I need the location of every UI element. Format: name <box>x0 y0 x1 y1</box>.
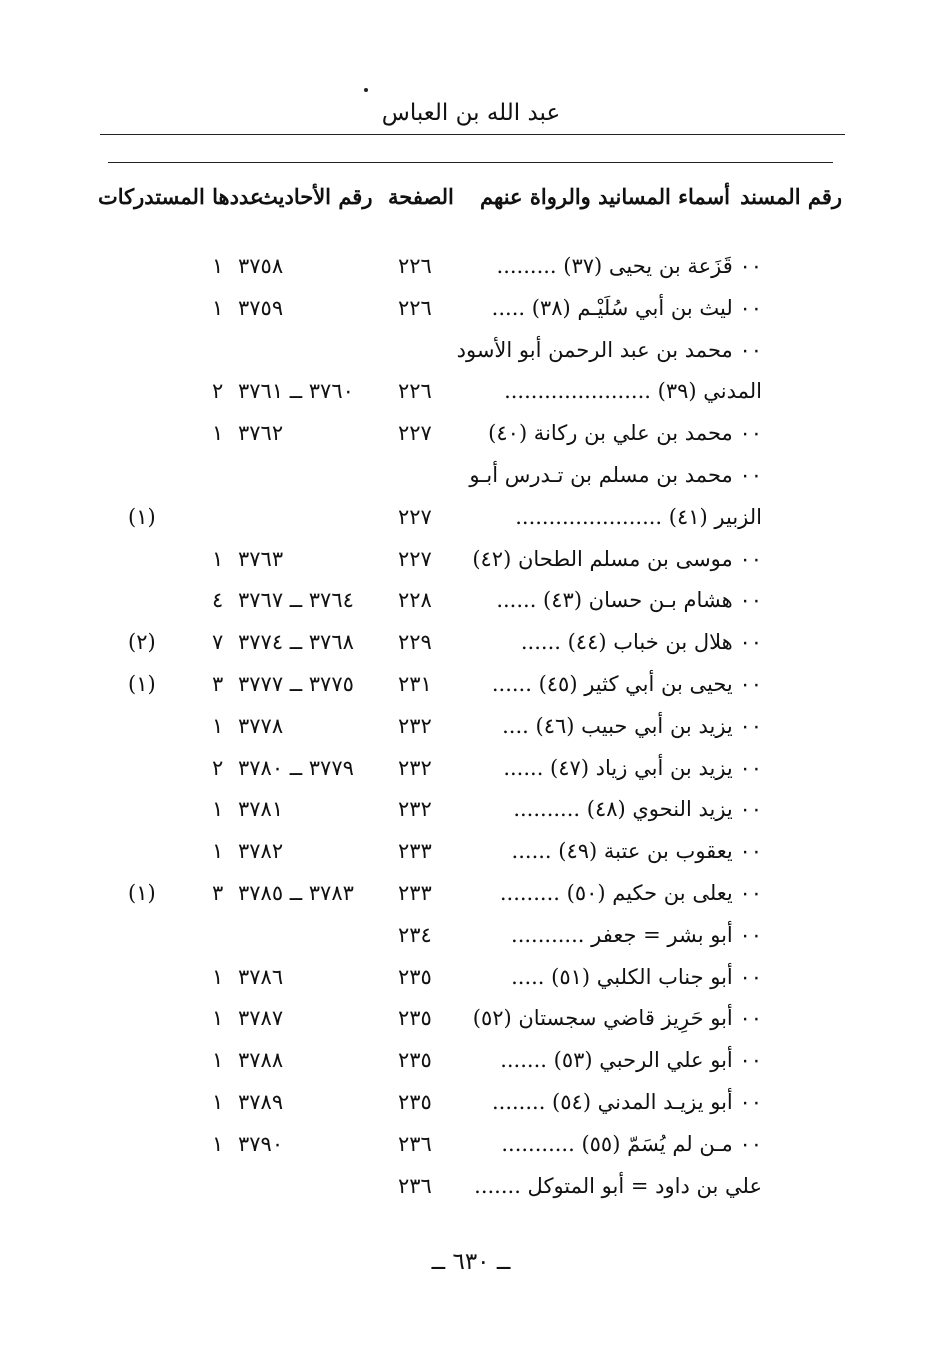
page-cell: ٢٣٦ <box>398 1131 432 1156</box>
page-cell: ٢٣٢ <box>398 713 432 738</box>
table-row <box>0 1048 942 1090</box>
table-row <box>0 296 942 338</box>
narrator-name-cell: ٠٠ ليث بن أبي سُلَيْـم (٣٨) ..... <box>491 295 762 320</box>
hadith-numbers-cell: ٣٧٧٩ ــ ٣٧٨٠ <box>238 755 354 780</box>
hadith-numbers-cell: ٣٧٦٠ ــ ٣٧٦١ <box>238 379 354 404</box>
table-row <box>0 1006 942 1048</box>
table-row <box>0 797 942 839</box>
column-header-page: الصفحة <box>388 184 454 209</box>
narrator-name-cell: ٠٠ أبو حَرِيز قاضي سجستان (٥٢) <box>472 1006 762 1031</box>
hadith-numbers-cell: ٣٧٦٣ <box>238 546 284 571</box>
hadith-numbers-cell: ٣٧٨٣ ــ ٣٧٨٥ <box>238 881 354 905</box>
hadith-numbers-cell: ٣٧٨٨ <box>238 1048 284 1073</box>
table-row <box>0 881 942 923</box>
page-cell: ٢٣٣ <box>398 839 432 864</box>
table-row <box>0 1090 942 1132</box>
table-row <box>0 463 942 505</box>
table-row <box>0 714 942 756</box>
ink-speck <box>364 88 368 92</box>
page-cell: ٢٣٤ <box>398 922 432 947</box>
count-cell: ١ <box>212 1006 224 1031</box>
narrator-name-cell: ٠٠ يزيد النحوي (٤٨) .......... <box>513 797 762 822</box>
count-cell: ١ <box>212 546 224 571</box>
count-cell: ١ <box>212 964 224 989</box>
hadith-numbers-cell: ٣٧٦٢ <box>238 421 284 446</box>
table-row <box>0 672 942 714</box>
count-cell: ٢ <box>212 755 224 780</box>
count-cell: ١ <box>212 713 224 738</box>
hadith-numbers-cell: ٣٧٨٩ <box>238 1090 284 1114</box>
table-row <box>0 839 942 881</box>
header-rule <box>100 134 845 135</box>
page-cell: ٢٢٧ <box>398 546 432 571</box>
page-number: ــ ٦٣٠ ــ <box>431 1249 511 1275</box>
hadith-numbers-cell: ٣٧٥٩ <box>238 295 284 320</box>
hadith-numbers-cell: ٣٧٩٠ <box>238 1131 284 1156</box>
narrator-name-cell: ٠٠ يعقوب بن عتبة (٤٩) ...... <box>511 839 762 864</box>
narrator-name-cell: ٠٠ هشام بـن حسان (٤٣) ...... <box>496 588 762 613</box>
table-row <box>0 505 942 547</box>
page-cell: ٢٣٢ <box>398 755 432 780</box>
count-cell: ١ <box>212 1048 224 1073</box>
narrator-name-cell: علي بن داود = أبو المتوكل ....... <box>474 1173 762 1198</box>
page-cell: ٢٣٢ <box>398 797 432 822</box>
page-cell: ٢٣٦ <box>398 1173 432 1198</box>
narrator-name-cell: ٠٠ موسى بن مسلم الطحان (٤٢) <box>472 546 762 571</box>
narrator-name-cell: المدني (٣٩) ...................... <box>504 379 762 404</box>
hadith-numbers-cell: ٣٧٦٨ ــ ٣٧٧٤ <box>238 630 354 655</box>
table-top-rule <box>108 162 833 163</box>
count-cell: ٣ <box>212 881 224 905</box>
narrator-name-cell: ٠٠ أبو يزيـد المدني (٥٤) ........ <box>491 1090 762 1114</box>
hadith-numbers-cell: ٣٧٧٥ ــ ٣٧٧٧ <box>238 672 354 696</box>
table-row <box>0 923 942 965</box>
count-cell: ٧ <box>212 630 224 655</box>
column-header-mustadrakat-label: المستدركات <box>98 184 205 209</box>
table-row <box>0 965 942 1007</box>
count-cell: ٤ <box>212 588 224 613</box>
count-cell: ١ <box>212 421 224 446</box>
count-cell: ٢ <box>212 379 224 404</box>
table-row <box>0 630 942 672</box>
mustadrakat-cell: (١) <box>128 881 156 905</box>
table-row <box>0 547 942 589</box>
mustadrakat-cell: (١) <box>128 504 156 529</box>
column-header-count-label: عددها <box>212 184 263 209</box>
narrator-name-cell: ٠٠ مـن لم يُسَمّ (٥٥) ........... <box>501 1131 762 1156</box>
hadith-numbers-cell: ٣٧٨٧ <box>238 1006 284 1031</box>
column-header-names: أسماء المسانيد والرواة عنهم <box>480 184 730 209</box>
narrator-name-cell: ٠٠ أبو جناب الكلبي (٥١) ..... <box>511 964 762 989</box>
hadith-numbers-cell: ٣٧٨٦ <box>238 964 284 989</box>
mustadrakat-cell: (١) <box>128 672 156 696</box>
page-cell: ٢٣٥ <box>398 1006 432 1031</box>
hadith-numbers-cell: ٣٧٥٨ <box>238 254 284 278</box>
page-cell: ٢٢٩ <box>398 630 432 655</box>
hadith-numbers-cell: ٣٧٦٤ ــ ٣٧٦٧ <box>238 588 354 613</box>
count-cell: ١ <box>212 797 224 822</box>
column-header-hadith-numbers: رقم الأحاديث <box>258 184 373 209</box>
page-cell: ٢٢٧ <box>398 504 432 529</box>
table-row <box>0 756 942 798</box>
narrator-name-cell: ٠٠ قَزَعة بن يحيى (٣٧) ......... <box>496 254 762 278</box>
narrator-name-cell: ٠٠ هلال بن خباب (٤٤) ...... <box>520 630 762 655</box>
running-title: عبد الله بن العباس <box>381 100 561 126</box>
page-cell: ٢٢٦ <box>398 254 432 278</box>
page-cell: ٢٢٦ <box>398 379 432 404</box>
narrator-name-cell: ٠٠ محمد بن عبد الرحمن أبو الأسود <box>456 337 762 362</box>
count-cell: ١ <box>212 1131 224 1156</box>
table-row <box>0 338 942 380</box>
mustadrakat-cell: (٢) <box>128 630 156 655</box>
column-header-musnad-number: رقم المسند <box>740 184 842 209</box>
table-row <box>0 379 942 421</box>
column-header-count <box>98 184 262 209</box>
hadith-numbers-cell: ٣٧٧٨ <box>238 713 284 738</box>
narrator-name-cell: ٠٠ يعلى بن حكيم (٥٠) ......... <box>499 881 762 905</box>
table-row <box>0 1132 942 1174</box>
narrator-name-cell: ٠٠ محمد بن مسلم بن تـدرس أبـو <box>469 463 762 487</box>
narrator-name-cell: ٠٠ يزيد بن أبي زياد (٤٧) ...... <box>503 755 762 780</box>
page-cell: ٢٣١ <box>398 672 432 696</box>
count-cell: ٣ <box>212 672 224 696</box>
hadith-numbers-cell: ٣٧٨١ <box>238 797 284 822</box>
page-cell: ٢٢٦ <box>398 295 432 320</box>
narrator-name-cell: ٠٠ يحيى بن أبي كثير (٤٥) ...... <box>491 672 762 696</box>
narrator-name-cell: ٠٠ أبو بشر = جعفر ........... <box>511 922 762 947</box>
count-cell: ١ <box>212 1090 224 1114</box>
page-cell: ٢٣٥ <box>398 1048 432 1073</box>
count-cell: ١ <box>212 295 224 320</box>
page-cell: ٢٣٥ <box>398 964 432 989</box>
table-row <box>0 1174 942 1216</box>
narrator-name-cell: ٠٠ يزيد بن أبي حبيب (٤٦) .... <box>502 713 762 738</box>
page-cell: ٢٣٣ <box>398 881 432 905</box>
table-row <box>0 421 942 463</box>
narrator-name-cell: ٠٠ أبو علي الرحبي (٥٣) ....... <box>500 1048 762 1073</box>
table-row <box>0 588 942 630</box>
narrator-name-cell: الزبير (٤١) ...................... <box>515 504 762 529</box>
table-row <box>0 254 942 296</box>
page-cell: ٢٢٨ <box>398 588 432 613</box>
page-cell: ٢٣٥ <box>398 1090 432 1114</box>
hadith-numbers-cell: ٣٧٨٢ <box>238 839 284 864</box>
count-cell: ١ <box>212 254 224 278</box>
count-cell: ١ <box>212 839 224 864</box>
narrator-name-cell: ٠٠ محمد بن علي بن ركانة (٤٠) <box>488 421 762 446</box>
page-cell: ٢٢٧ <box>398 421 432 446</box>
